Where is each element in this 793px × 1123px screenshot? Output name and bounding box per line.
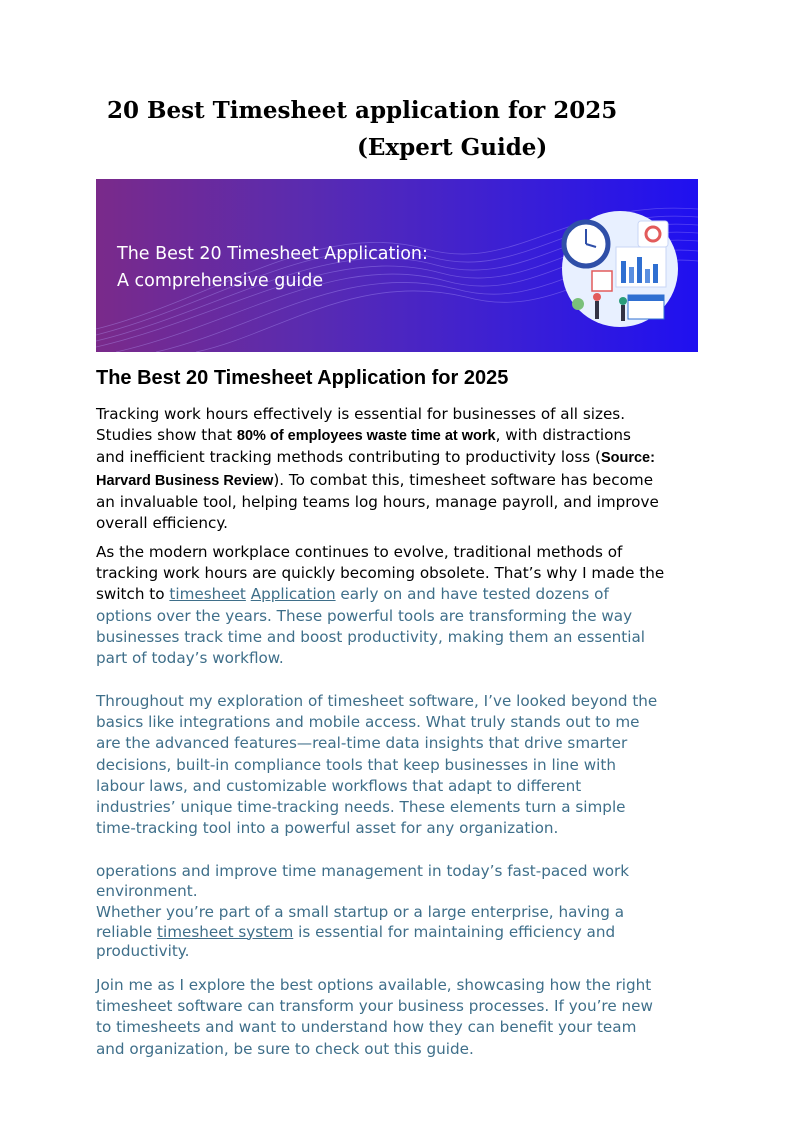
p4-line-1: operations and improve time management in today’s fast-paced work (96, 862, 630, 880)
timesheet-link[interactable]: timesheet (169, 585, 246, 604)
p4-line-4 (96, 923, 700, 943)
timesheet-system-link[interactable]: timesheet system (157, 922, 294, 941)
p4-line-2: environment. (96, 881, 198, 900)
text: Studies show that (96, 426, 237, 445)
banner-line-1: The Best 20 Timesheet Application: (117, 244, 428, 264)
section-heading: The Best 20 Timesheet Application for 2025 (96, 367, 509, 389)
analytics-illustration (558, 209, 688, 339)
p3-line: are the advanced features—real-time data insights that drive smarter (96, 734, 628, 753)
statistic-highlight: 80% of employees waste time at work (236, 428, 496, 445)
banner-line-2: A comprehensive guide (117, 271, 324, 291)
text: is essential for maintaining efficiency and (293, 922, 616, 941)
p2-line-6: part of today’s workflow. (96, 649, 284, 668)
text: and inefficient tracking methods contributing to productivity loss ( (96, 448, 601, 467)
p4-line-3: Whether you’re part of a small startup or a large enterprise, having a (96, 903, 625, 921)
p2-line-4: options over the years. These powerful tools are transforming the way (96, 606, 633, 625)
paragraph-join (96, 975, 700, 1060)
paragraph-modern-workplace (96, 542, 700, 669)
text: early on and have tested dozens of (335, 585, 609, 604)
p2-line-2: tracking work hours are quickly becoming obsolete. That’s why I made the (96, 564, 665, 583)
p2-line-5: businesses track time and boost productivity, making them an essential (96, 627, 646, 646)
p1-line-6: overall efficiency. (96, 514, 229, 533)
source-name: Harvard Business Review (96, 472, 274, 489)
application-link[interactable]: Application (250, 585, 336, 604)
p5-line: to timesheets and want to understand how they can benefit your team (96, 1018, 637, 1037)
p5-line: and organization, be sure to check out this guide. (96, 1039, 474, 1058)
paragraph-intro (96, 404, 700, 534)
paragraph-operations (96, 862, 700, 962)
p3-line: Throughout my exploration of timesheet software, I’ve looked beyond the (96, 692, 658, 710)
text: reliable (96, 922, 158, 941)
text: ). To combat this, timesheet software has become (273, 470, 654, 489)
p4-line-5: productivity. (96, 942, 190, 960)
document-title-line-1: 20 Best Timesheet application for 2025 (107, 97, 618, 124)
source-label: Source: (600, 450, 655, 467)
text: , with distractions (495, 426, 631, 445)
p1-line-5: an invaluable tool, helping teams log hours, manage payroll, and improve (96, 492, 659, 511)
p3-line: time-tracking tool into a powerful asset for any organization. (96, 819, 559, 838)
text: switch to (96, 585, 170, 604)
document-title-line-2: (Expert Guide) (357, 134, 548, 161)
p1-line-2 (96, 425, 700, 447)
p3-line: basics like integrations and mobile access. What truly stands out to me (96, 713, 640, 732)
p1-line-4 (96, 470, 700, 492)
p5-line: Join me as I explore the best options available, showcasing how the right (96, 976, 652, 994)
hero-banner (96, 179, 698, 352)
p2-line-3 (96, 584, 700, 605)
p5-line: timesheet software can transform your business processes. If you’re new (96, 997, 653, 1016)
paragraph-exploration (96, 691, 700, 839)
p1-line-3 (96, 447, 700, 469)
p1-line-1: Tracking work hours effectively is essential for businesses of all sizes. (96, 405, 626, 423)
banner-caption (117, 241, 428, 295)
p3-line: industries’ unique time-tracking needs. These elements turn a simple (96, 798, 626, 817)
p2-line-1: As the modern workplace continues to evolve, traditional methods of (96, 543, 623, 561)
p3-line: labour laws, and customizable workflows that adapt to different (96, 776, 582, 795)
p3-line: decisions, built-in compliance tools that keep businesses in line with (96, 755, 616, 774)
